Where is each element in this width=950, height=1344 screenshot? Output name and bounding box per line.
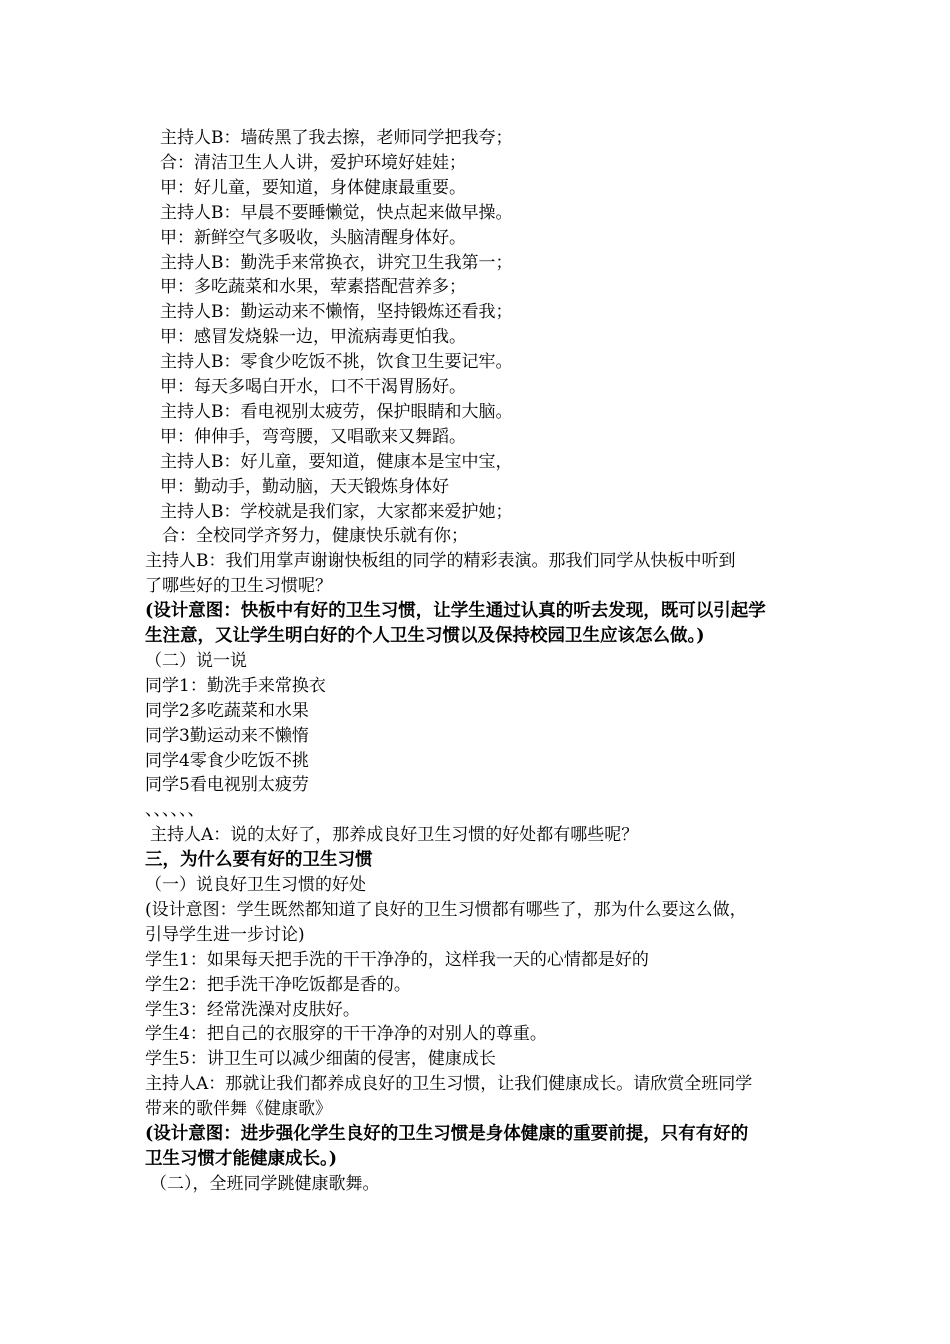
text-line: 合：清洁卫生人人讲，爱护环境好娃娃； [160,152,466,173]
text-line: 同学1：勤洗手来常换衣 [145,675,326,696]
text-line: 主持人A：说的太好了，那养成良好卫生习惯的好处都有哪些呢？ [150,825,639,846]
text-line: 甲：好儿童，要知道，身体健康最重要。 [160,177,466,198]
text-line: 卫生习惯才能健康成长。) [145,1148,338,1169]
text-line: 同学2多吃蔬菜和水果 [145,700,309,721]
text-line: 主持人B：我们用掌声谢谢快板组的同学的精彩表演。那我们同学从快板中听到 [145,551,736,572]
text-line: 甲：多吃蔬菜和水果，荤素搭配营养多； [160,277,466,298]
text-line: 、、、、、、 [145,800,205,821]
text-line: 甲：新鲜空气多吸收，头脑清醒身体好。 [160,227,466,248]
text-line: 学生4：把自己的衣服穿的干干净净的对别人的尊重。 [145,1024,547,1045]
text-line: 同学4零食少吃饭不挑 [145,750,309,771]
text-line: （一）说良好卫生习惯的好处 [145,875,366,895]
text-line: (设计意图：学生既然都知道了良好的卫生习惯都有哪些了，那为什么要这么做， [145,899,747,920]
text-line: 主持人B：勤运动来不懒惰，坚持锻炼还看我； [160,302,513,323]
text-line: 同学3勤运动来不懒惰 [145,725,309,746]
text-line: 学生2：把手洗干净吃饭都是香的。 [145,974,411,995]
text-line: 了哪些好的卫生习惯呢？ [145,576,332,597]
text-line: （二），全班同学跳健康歌舞。 [150,1173,380,1194]
text-line: 主持人B：好儿童，要知道，健康本是宝中宝， [160,451,513,472]
text-line: 甲：勤动手，勤动脑，天天锻炼身体好 [160,476,449,497]
text-line: 学生3：经常洗澡对皮肤好。 [145,999,360,1020]
text-line: 引导学生进一步讨论) [145,924,305,945]
text-line: 合：全校同学齐努力，健康快乐就有你； [162,526,468,547]
text-line: 甲：伸伸手，弯弯腰，又唱歌来又舞蹈。 [160,426,466,447]
text-line: 同学5看电视别太疲劳 [145,775,309,796]
text-line: 甲：每天多喝白开水，口不干渴胃肠好。 [160,377,466,397]
text-line: 学生1：如果每天把手洗的干干净净的，这样我一天的心情都是好的 [145,949,649,970]
text-line: 主持人B：早晨不要睡懒觉，快点起来做早操。 [160,202,513,223]
text-line: 甲：感冒发烧躲一边，甲流病毒更怕我。 [160,327,466,348]
text-line: （二）说一说 [145,650,247,671]
text-line: (设计意图：快板中有好的卫生习惯，让学生通过认真的听去发现，既可以引起学 [145,601,766,622]
text-line: 主持人B：学校就是我们家，大家都来爱护她； [160,501,513,522]
text-line: 三，为什么要有好的卫生习惯 [145,850,373,871]
text-line: 主持人A：那就让我们都养成良好的卫生习惯，让我们健康成长。请欣赏全班同学 [145,1074,753,1095]
text-line: 主持人B：勤洗手来常换衣，讲究卫生我第一； [160,252,513,273]
text-line: 主持人B：零食少吃饭不挑，饮食卫生要记牢。 [160,352,513,373]
text-line: 学生5：讲卫生可以减少细菌的侵害，健康成长 [145,1049,496,1070]
text-line: 带来的歌伴舞《健康歌》 [145,1099,332,1120]
text-line: (设计意图：进步强化学生良好的卫生习惯是身体健康的重要前提，只有有好的 [145,1124,749,1144]
text-line: 生注意，又让学生明白好的个人卫生习惯以及保持校园卫生应该怎么做。) [145,626,705,646]
text-line: 主持人B：墙砖黑了我去擦，老师同学把我夸； [160,128,513,148]
text-line: 主持人B：看电视别太疲劳，保护眼睛和大脑。 [160,401,513,422]
